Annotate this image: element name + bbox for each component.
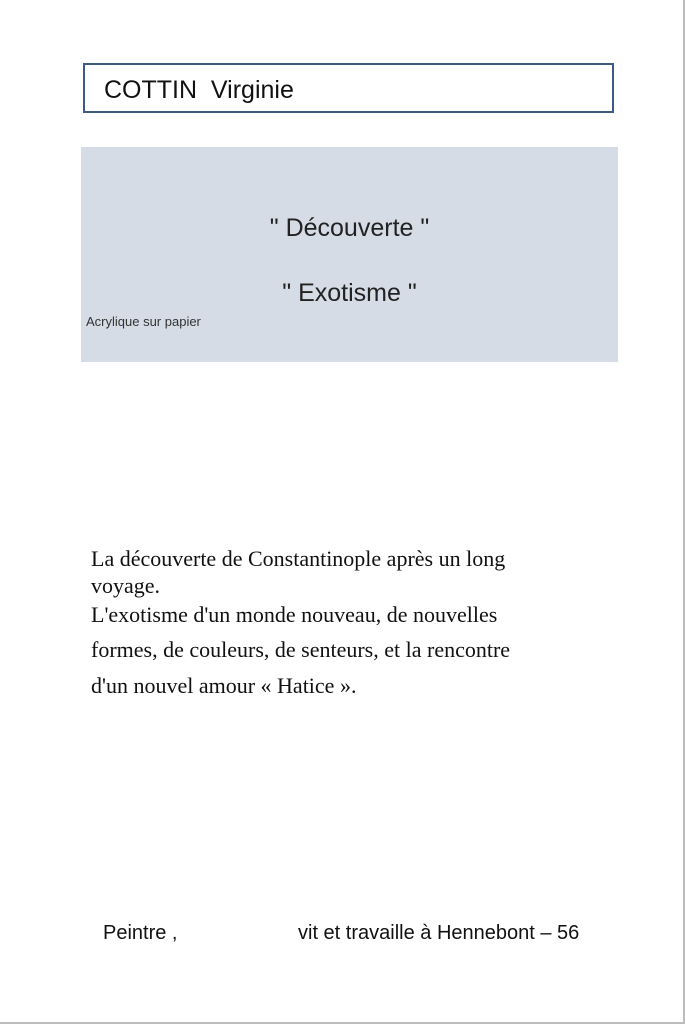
description-line: voyage. bbox=[91, 573, 161, 598]
footer-role: Peintre , bbox=[103, 922, 178, 944]
artwork-medium: Acrylique sur papier bbox=[86, 314, 201, 329]
description-line: d'un nouvel amour « Hatice ». bbox=[91, 673, 357, 698]
artwork-description bbox=[91, 544, 591, 704]
description-line: L'exotisme d'un monde nouveau, de nouvelles bbox=[91, 602, 498, 627]
footer-location: vit et travaille à Hennebont – 56 bbox=[298, 922, 580, 944]
description-line: formes, de couleurs, de senteurs, et la rencontre bbox=[91, 637, 511, 662]
artwork-title-panel bbox=[81, 147, 618, 362]
artwork-title-exotisme: " Exotisme " bbox=[282, 279, 417, 307]
artist-name-box bbox=[83, 63, 614, 113]
artwork-title-decouverte: " Découverte " bbox=[269, 214, 430, 242]
description-line: La découverte de Constantinople après un long bbox=[91, 546, 506, 571]
artist-name: COTTIN Virginie bbox=[104, 76, 294, 104]
